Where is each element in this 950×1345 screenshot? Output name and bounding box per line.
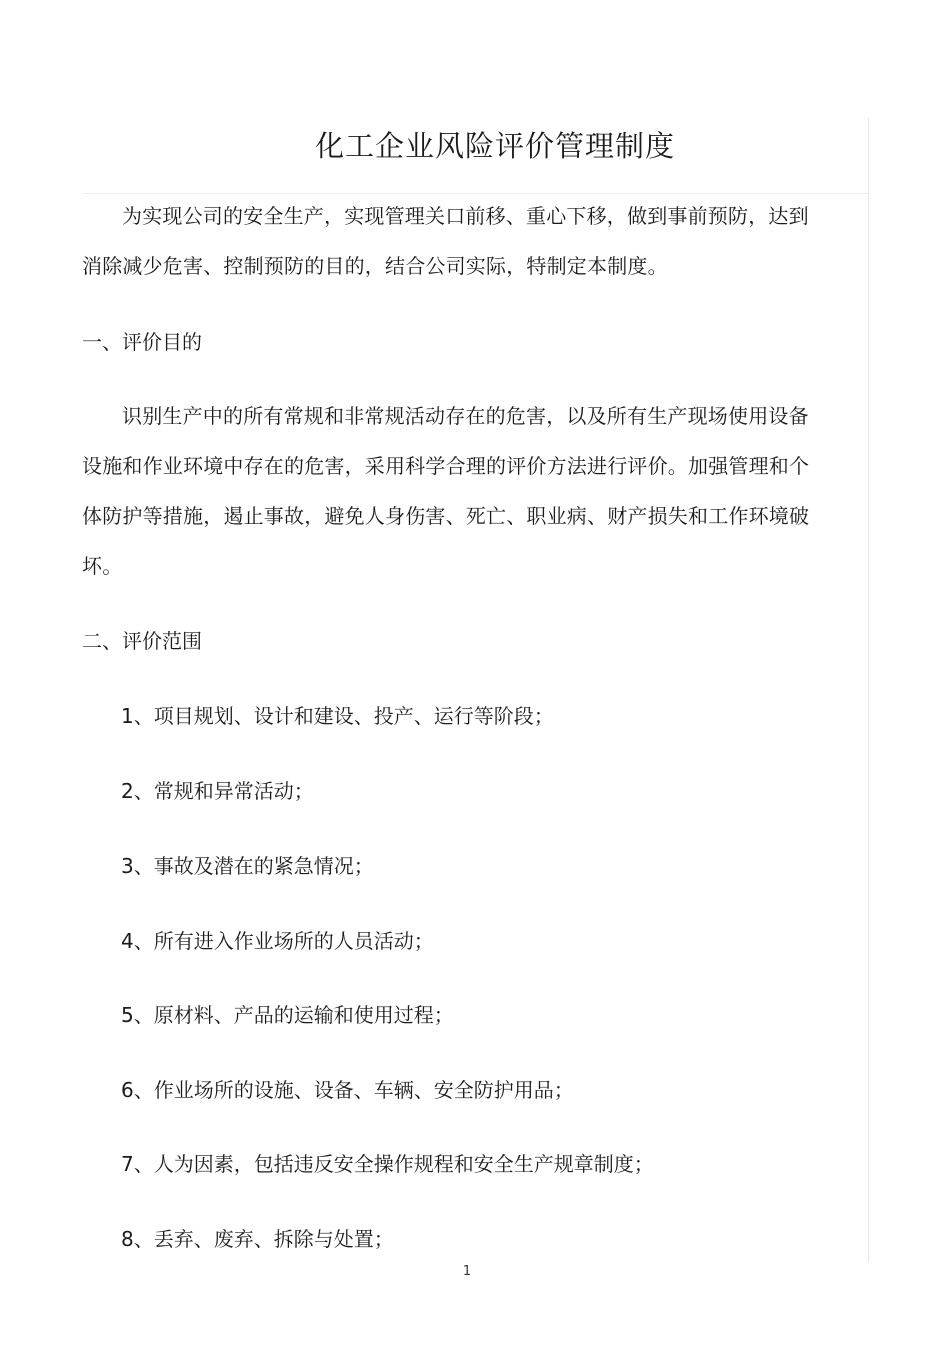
purpose-paragraph: 识别生产中的所有常规和非常规活动存在的危害，以及所有生产现场使用设备设施和作业环境中存在的危害，采用科学合理的评价方法进行评价。加强管理和个体防护等措施，遏止事故，避免人身伤害、死亡、职业病、财产损失和工作环境破坏。 <box>82 404 810 578</box>
intro-paragraph: 为实现公司的安全生产，实现管理关口前移、重心下移，做到事前预防，达到消除减少危害、控制预防的目的，结合公司实际，特制定本制度。 <box>82 204 809 278</box>
scope-list-item: 3、事故及潜在的紧急情况； <box>121 854 374 878</box>
scope-list-item: 5、原材料、产品的运输和使用过程； <box>121 1003 454 1027</box>
scope-list-item: 8、丢弃、废弃、拆除与处置； <box>121 1227 394 1251</box>
scope-list-item: 4、所有进入作业场所的人员活动； <box>121 929 434 953</box>
page-right-border <box>868 118 869 1263</box>
page-number: 1 <box>462 1264 472 1279</box>
scope-list-item: 2、常规和异常活动； <box>121 779 314 803</box>
scope-list-item: 1、项目规划、设计和建设、投产、运行等阶段； <box>121 704 554 728</box>
scope-list-item: 7、人为因素，包括违反安全操作规程和安全生产规章制度； <box>121 1152 654 1176</box>
section-heading-scope: 二、评价范围 <box>82 629 202 653</box>
section-heading-purpose: 一、评价目的 <box>82 330 202 354</box>
document-title: 化工企业风险评价管理制度 <box>314 129 675 163</box>
scope-list-item: 6、作业场所的设施、设备、车辆、安全防护用品； <box>121 1078 574 1102</box>
